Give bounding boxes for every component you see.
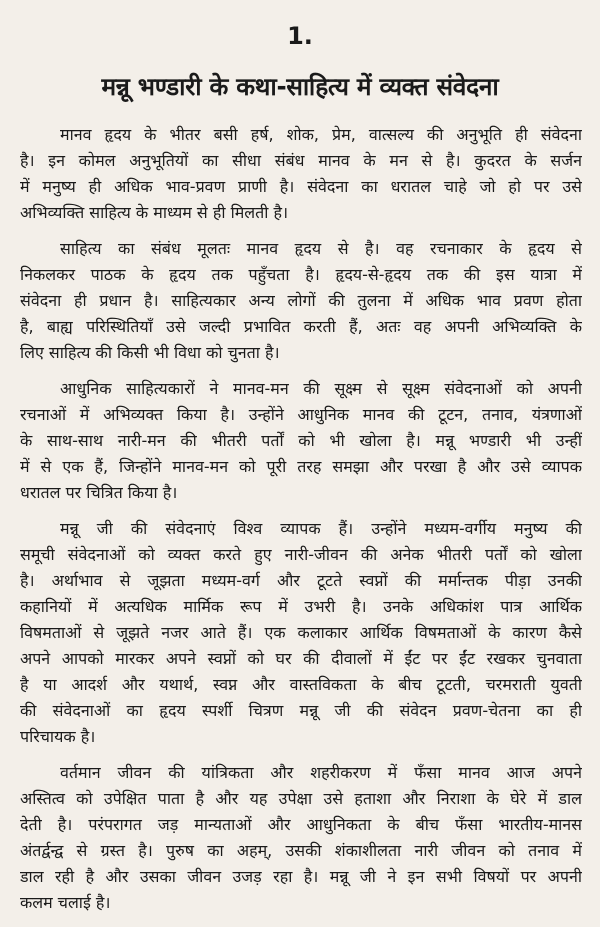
chapter-number: 1. [287, 22, 313, 50]
paragraph-line: कहानियों में अत्यधिक मार्मिक रूप में उभरी है। उनके अधिकांश पात्र आर्थिक [20, 597, 582, 616]
paragraph-line: में से एक हैं, जिन्होंने मानव-मन को पूरी तरह समझा और परखा है और उसे व्यापक [20, 457, 582, 476]
paragraph-line: आधुनिक साहित्यकारों ने मानव-मन की सूक्ष्म से सूक्ष्म संवेदनाओं को अपनी [60, 379, 582, 398]
paragraph-line: डाल रही है और उसका जीवन उजड़ रहा है। मन्नू जी ने इन सभी विषयों पर अपनी [20, 867, 582, 886]
paragraph-line: अस्तित्व को उपेक्षित पाता है और यह उपेक्षा उसे हताशा और निराशा के घेरे में डाल [20, 789, 582, 808]
paragraph-line: वर्तमान जीवन की यांत्रिकता और शहरीकरण में फँसा मानव आज अपने [60, 763, 582, 782]
paragraph-line: देती है। परंपरागत जड़ मान्यताओं और आधुनिकता के बीच फँसा भारतीय-मानस [20, 815, 582, 834]
paragraph-line: के साथ-साथ नारी-मन की भीतरी पर्तों को भी खोला है। मन्नू भण्डारी भी उन्हीं [20, 431, 582, 450]
paragraph-line: विषमताओं से जूझते नजर आते हैं। एक कलाकार आर्थिक विषमताओं के कारण कैसे [20, 623, 582, 642]
paragraph-line: परिचायक है। [20, 727, 96, 746]
paragraph-line: अभिव्यक्ति साहित्य के माध्यम से ही मिलती है। [20, 203, 289, 222]
paragraph-line: है। अर्थाभाव से जूझता मध्यम-वर्ग और टूटते स्वप्नों की मर्मान्तक पीड़ा उनकी [20, 571, 582, 590]
paragraph-line: धरातल पर चित्रित किया है। [20, 483, 178, 502]
paragraph-line: है। इन कोमल अनुभूतियों का सीधा संबंध मानव के मन से है। कुदरत के सर्जन [20, 151, 582, 170]
paragraph-line: रचनाओं में अभिव्यक्त किया है। उन्होंने आधुनिक मानव की टूटन, तनाव, यंत्रणाओं [20, 405, 582, 424]
paragraph [20, 760, 582, 916]
paragraph [20, 516, 582, 750]
paragraph-line: कलम चलाई है। [20, 893, 111, 912]
chapter-body [20, 122, 582, 926]
paragraph [20, 122, 582, 226]
paragraph-line: अंतर्द्वन्द्व से ग्रस्त है। पुरुष का अहम्, उसकी शंकाशीलता नारी जीवन को तनाव में [20, 841, 582, 860]
paragraph-line: है, बाह्य परिस्थितियाँ उसे जल्दी प्रभावित करती हैं, अतः वह अपनी अभिव्यक्ति के [20, 317, 582, 336]
paragraph-line: साहित्य का संबंध मूलतः मानव हृदय से है। वह रचनाकार के हृदय से [60, 239, 582, 258]
paragraph [20, 236, 582, 366]
paragraph-line: मानव हृदय के भीतर बसी हर्ष, शोक, प्रेम, वात्सल्य की अनुभूति ही संवेदना [60, 125, 582, 144]
paragraph-line: में मनुष्य ही अधिक भाव-प्रवण प्राणी है। संवेदना का धरातल चाहे जो हो पर उसे [20, 177, 582, 196]
paragraph-line: मन्नू जी की संवेदनाएं विश्व व्यापक हैं। उन्होंने मध्यम-वर्गीय मनुष्य की [60, 519, 582, 538]
paragraph-line: लिए साहित्य की किसी भी विधा को चुनता है। [20, 343, 280, 362]
paragraph-line: अपने आपको मारकर अपने स्वप्नों को घर की दीवालों में ईंट पर ईंट रखकर चुनवाता [20, 649, 582, 668]
chapter-title: मन्नू भण्डारी के कथा-साहित्य में व्यक्त संवेदना [101, 72, 499, 101]
paragraph-line: संवेदना ही प्रधान है। साहित्यकार अन्य लोगों की तुलना में अधिक भाव प्रवण होता [20, 291, 582, 310]
paragraph-line: है या आदर्श और यथार्थ, स्वप्न और वास्तविकता के बीच टूटती, चरमराती युवती [20, 675, 582, 694]
paragraph-line: की संवेदनाओं का हृदय स्पर्शी चित्रण मन्नू जी की संवेदन प्रवण-चेतना का ही [20, 701, 582, 720]
paragraph-line: निकलकर पाठक के हृदय तक पहुँचता है। हृदय-से-हृदय तक की इस यात्रा में [20, 265, 582, 284]
paragraph-line: समूची संवेदनाओं को व्यक्त करते हुए नारी-जीवन की अनेक भीतरी पर्तों को खोला [20, 545, 582, 564]
paragraph [20, 376, 582, 506]
